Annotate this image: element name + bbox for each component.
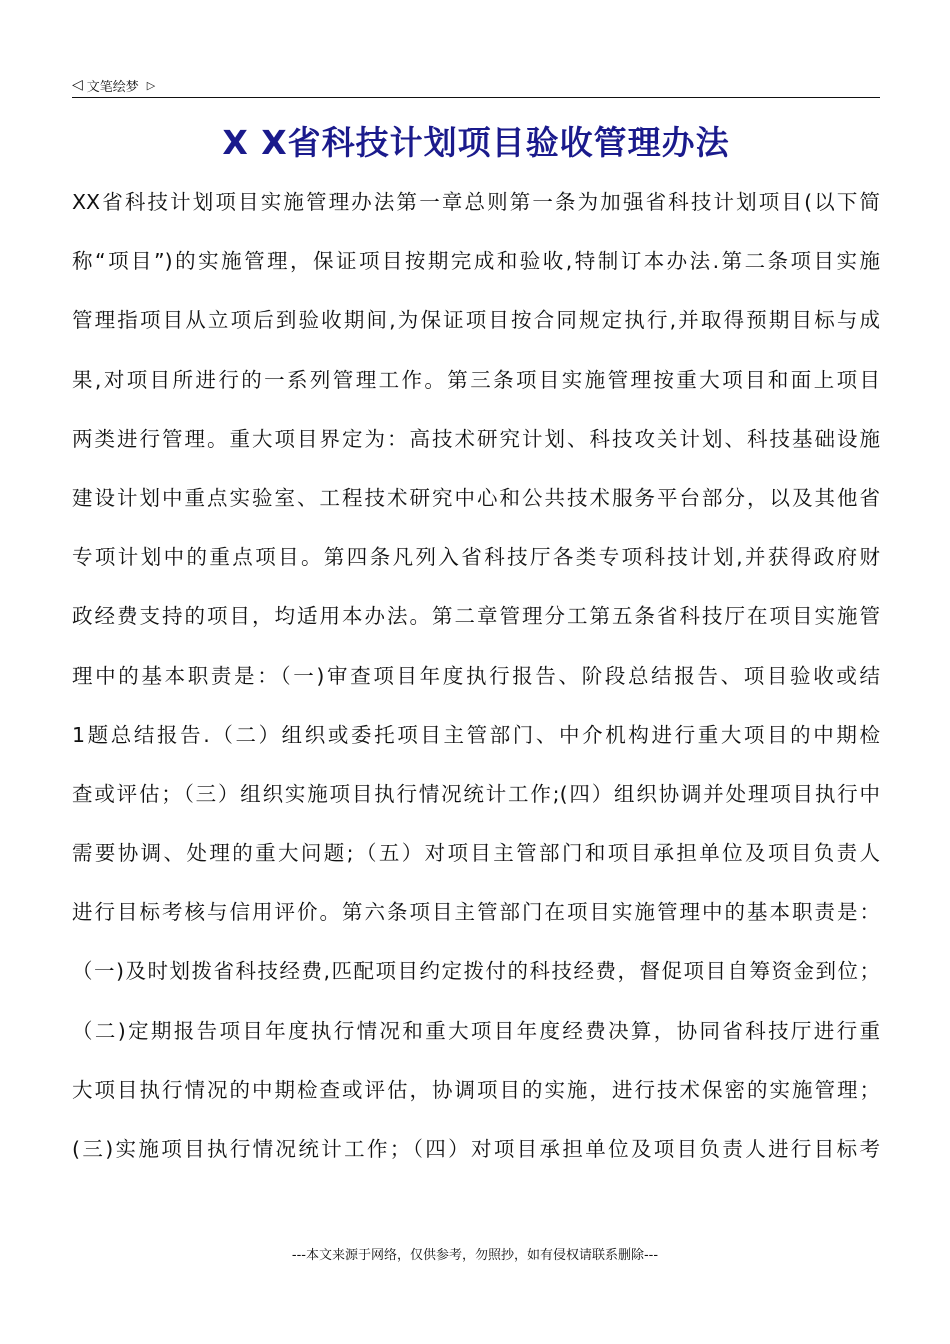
header-brand: 文笔绘梦 [86,79,139,95]
body-line: XX省科技计划项目实施管理办法第一章总则第一条为加强省科技计划项目(以下简 [72,190,880,214]
triangle-right-icon: ▷ [146,78,156,92]
header-divider [72,97,880,98]
body-line: 建设计划中重点实验室、工程技术研究中心和公共技术服务平台部分，以及其他省 [72,485,880,510]
body-line: 称“项目”)的实施管理，保证项目按期完成和验收,特制订本办法.第二条项目实施 [72,249,880,274]
body-line: (三)实施项目执行情况统计工作；（四）对项目承担单位及项目负责人进行目标考 [72,1137,880,1161]
body-line: 需要协调、处理的重大问题;（五）对项目主管部门和项目承担单位及项目负责人 [72,841,880,866]
body-line: 大项目执行情况的中期检查或评估，协调项目的实施，进行技术保密的实施管理； [72,1077,880,1102]
triangle-left-icon: ◁ [72,77,83,93]
body-line: 进行目标考核与信用评价。第六条项目主管部门在项目实施管理中的基本职责是： [72,900,880,925]
page-footer: ---本文来源于网络，仅供参考，勿照抄，如有侵权请联系删除--- [291,1248,659,1263]
document-title: X X省科技计划项目验收管理办法 [222,123,730,162]
body-line: 果,对项目所进行的一系列管理工作。第三条项目实施管理按重大项目和面上项目 [72,367,880,392]
body-line: （一)及时划拨省科技经费,匹配项目约定拨付的科技经费，督促项目自筹资金到位； [72,959,880,984]
body-line: 政经费支持的项目，均适用本办法。第二章管理分工第五条省科技厅在项目实施管 [72,604,880,629]
page-header [72,74,880,96]
document-body [72,180,880,1186]
body-line: 两类进行管理。重大项目界定为：高技术研究计划、科技攻关计划、科技基础设施 [72,426,880,451]
body-line: （二)定期报告项目年度执行情况和重大项目年度经费决算，协同省科技厅进行重 [72,1018,880,1043]
body-line: 专项计划中的重点项目。第四条凡列入省科技厅各类专项科技计划,并获得政府财 [72,545,880,570]
body-line: 管理指项目从立项后到验收期间,为保证项目按合同规定执行,并取得预期目标与成 [72,308,880,333]
body-line: 理中的基本职责是：（一)审查项目年度执行报告、阶段总结报告、项目验收或结 [72,663,880,688]
body-line: 1题总结报告.（二）组织或委托项目主管部门、中介机构进行重大项目的中期检 [72,722,880,747]
body-line: 查或评估；（三）组织实施项目执行情况统计工作;(四）组织协调并处理项目执行中 [72,781,880,806]
